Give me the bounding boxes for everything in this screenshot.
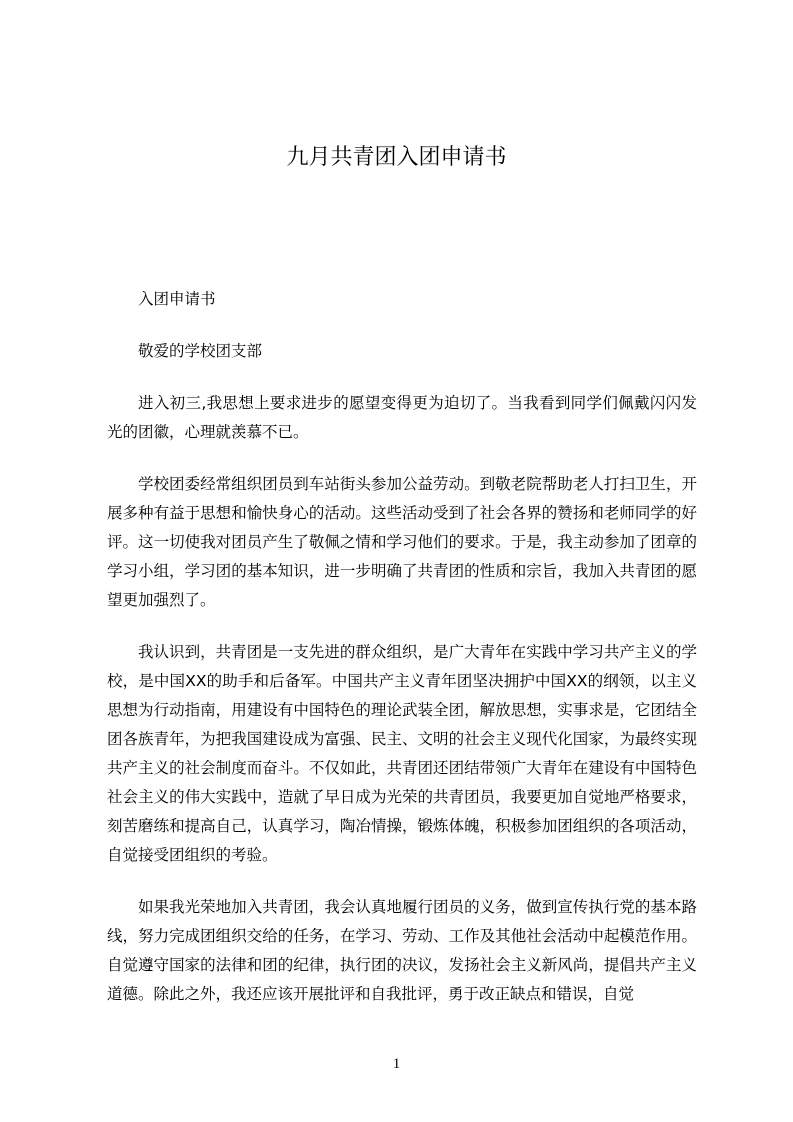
page-number: 1 <box>392 1056 401 1072</box>
paragraph: 如果我光荣地加入共青团，我会认真地履行团员的义务，做到宣传执行党的基本路线，努力完成团组织交给的任务，在学习、劳动、工作及其他社会活动中起模范作用。自觉遵守国家的法律和团的纪律，执行团的决议，发扬社会主义新风尚，提倡共产主义道德。除此之外，我还应该开展批评和自我批评，勇于改正缺点和错误，自觉 <box>107 898 697 1003</box>
salutation: 敬爱的学校团支部 <box>138 342 263 360</box>
paragraph: 我认识到，共青团是一支先进的群众组织，是广大青年在实践中学习共产主义的学校，是中国XX的助手和后备军。中国共产主义青年团坚决拥护中国XX的纲领，以主义思想为行动指南，用建设有中国特色的理论武装全团，解放思想，实事求是，它团结全团各族青年，为把我国建设成为富强、民主、文明的社会主义现代化国家，为最终实现共产主义的社会制度而奋斗。不仅如此，共青团还团结带领广大青年在建设有中国特色社会主义的伟大实践中，造就了早日成为光荣的共青团员，我要更加自觉地严格要求，刻苦磨练和提高自己，认真学习，陶冶情操，锻炼体魄，积极参加团组织的各项活动，自觉接受团组织的考验。 <box>107 643 697 864</box>
paragraph: 学校团委经常组织团员到车站街头参加公益劳动。到敬老院帮助老人打扫卫生，开展多种有益于思想和愉快身心的活动。这些活动受到了社会各界的赞扬和老师同学的好评。这一切使我对团员产生了敬佩之情和学习他们的要求。于是，我主动参加了团章的学习小组，学习团的基本知识，进一步明确了共青团的性质和宗旨，我加入共青团的愿望更加强烈了。 <box>107 475 697 609</box>
document-title: 九月共青团入团申请书 <box>286 145 507 170</box>
document-body <box>107 285 697 1009</box>
paragraph: 进入初三,我思想上要求进步的愿望变得更为迫切了。当我看到同学们佩戴闪闪发光的团徽，心理就羡慕不已。 <box>107 394 697 441</box>
letter-heading: 入团申请书 <box>138 290 216 308</box>
